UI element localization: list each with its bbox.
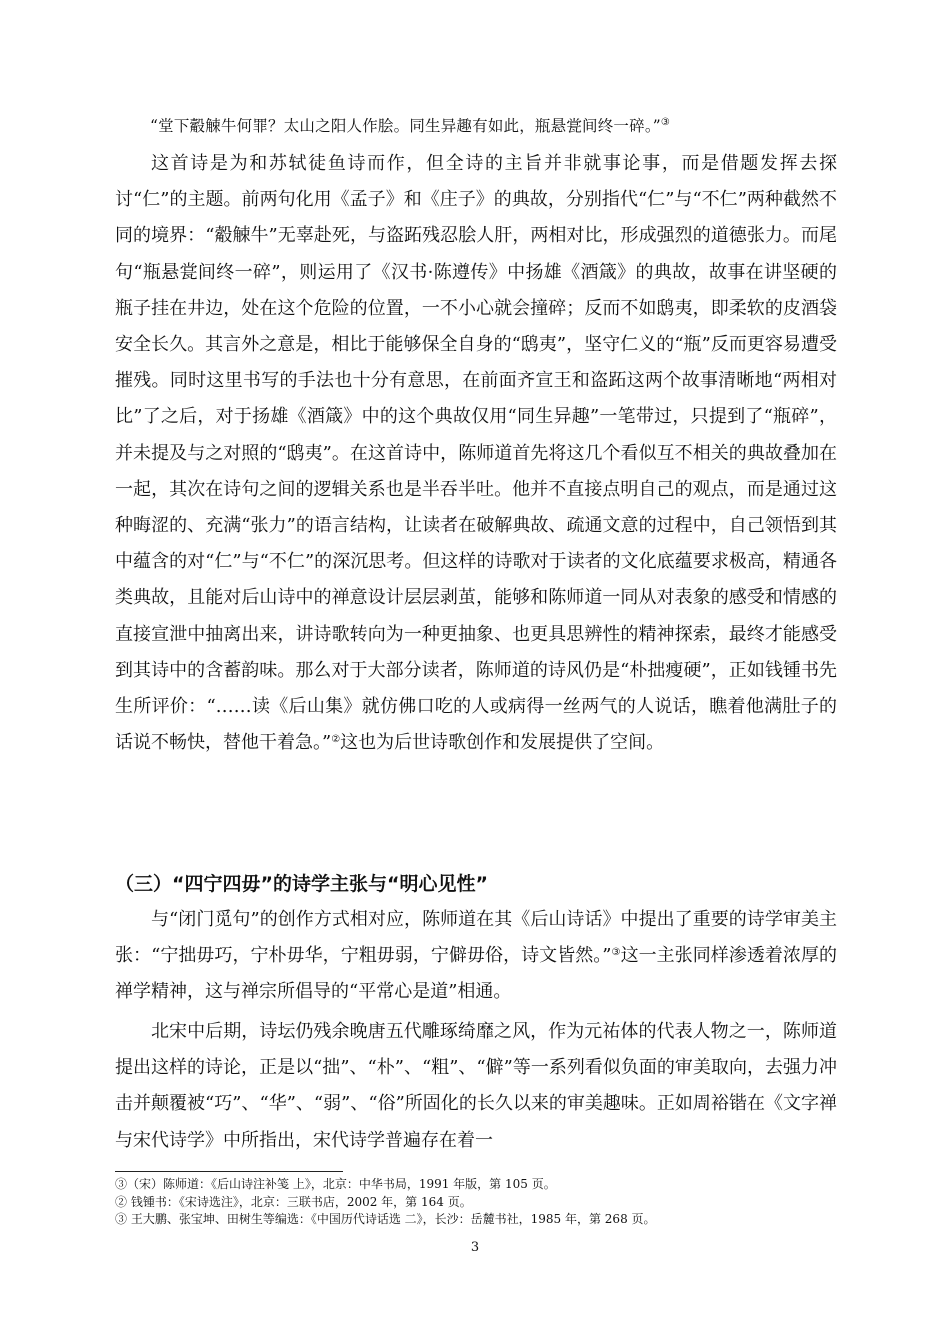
page-number: 3	[470, 1240, 480, 1255]
footnote: ③ 王大鹏、张宝坤、田树生等编选：《中国历代诗话选 二》，长沙：岳麓书社，1985 年，第 268 页。	[115, 1212, 656, 1226]
poem-quote-text: “堂下觳觫牛何罪？太山之阳人作脍。同生异趣有如此，瓶悬瓽间终一碎。”	[150, 117, 661, 135]
footnotes	[115, 1176, 837, 1229]
footnote-marker: ③	[611, 947, 621, 959]
paragraph-text: 这首诗是为和苏轼徒鱼诗而作，但全诗的主旨并非就事论事，而是借题发挥去探讨“仁”的主题。前两句化用《孟子》和《庄子》的典故，分别指代“仁”与“不仁”两种截然不同的境界：“觳觫牛”无辜赴死，与盗跖残忍脍人肝，两相对比，形成强烈的道德张力。而尾句“瓶悬瓽间终一碎”，则运用了《汉书·陈遵传》中扬雄《酒箴》的典故，故事在讲坚硬的瓶子挂在井边，处在这个危险的位置，一不小心就会撞碎；反而不如鸱夷，即柔软的皮酒袋安全长久。其言外之意是，相比于能够保全自身的“鸱夷”，坚守仁义的“瓶”反而更容易遭受摧残。同时这里书写的手法也十分有意思，在前面齐宣王和盗跖这两个故事清晰地“两相对比”了之后，对于扬雄《酒箴》中的这个典故仅用“同生异趣”一笔带过，只提到了“瓶碎”，并未提及与之对照的“鸱夷”。在这首诗中，陈师道首先将这几个看似互不相关的典故叠加在一起，其次在诗句之间的逻辑关系也是半吞半吐。他并不直接点明自己的观点，而是通过这种晦涩的、充满“张力”的语言结构，让读者在破解典故、疏通文意的过程中，自己领悟到其中蕴含的对“仁”与“不仁”的深沉思考。但这样的诗歌对于读者的文化底蕴要求极高，精通各类典故，且能对后山诗中的禅意设计层层剥茧，能够和陈师道一同从对表象的感受和情感的直接宣泄中抽离出来，讲诗歌转向为一种更抽象、也更具思辨性的精神探索，最终才能感受到其诗中的含蓄韵味。那么对于大部分读者，陈师道的诗风仍是“朴拙瘦硬”，正如钱锺书先生所评价：“……读《后山集》就仿佛口吃的人或病得一丝两气的人说话，瞧着他满肚子的话说不畅快，替他干着急。”	[115, 153, 837, 754]
footnote-marker: ②	[331, 734, 341, 746]
paragraph-text: 这一主张同样渗透着浓厚的禅学精神，这与禅宗所倡导的“平常心是道”相通。	[115, 945, 837, 1003]
footnote: ② 钱锺书：《宋诗选注》，北京：三联书店，2002 年，第 164 页。	[115, 1194, 472, 1209]
paragraph-text: 北宋中后期，诗坛仍残余晚唐五代雕琢绮靡之风，作为元祐体的代表人物之一，陈师道提出这样的诗论，正是以“拙”、“朴”、“粗”、“僻”等一系列看似负面的审美取向，去强力冲击并颠覆被“巧”、“华”、“弱”、“俗”所固化的长久以来的审美趣味。正如周裕锴在《文字禅与宋代诗学》中所指出，宋代诗学普遍存在着一	[115, 1021, 837, 1151]
context-paragraph	[115, 1014, 837, 1159]
poem-quote	[150, 114, 850, 138]
paragraph-text: 这也为后世诗歌创作和发展提供了空间。	[340, 732, 665, 754]
poetics-paragraph	[115, 902, 837, 1011]
paragraph-text: 与“闭门觅句”的创作方式相对应，陈师道在其《后山诗话》中提出了重要的诗学审美主张：“宁拙毋巧，宁朴毋华，宁粗毋弱，宁僻毋俗，诗文皆然。”	[115, 909, 837, 967]
footnote-marker: ③	[660, 117, 671, 128]
analysis-paragraph	[115, 146, 837, 761]
footnote: ③（宋）陈师道：《后山诗注补笺 上》，北京：中华书局，1991 年版，第 105 页。	[115, 1177, 556, 1191]
section-heading: （三）“四宁四毋”的诗学主张与“明心见性”	[115, 873, 488, 895]
footnote-divider	[115, 1171, 343, 1172]
